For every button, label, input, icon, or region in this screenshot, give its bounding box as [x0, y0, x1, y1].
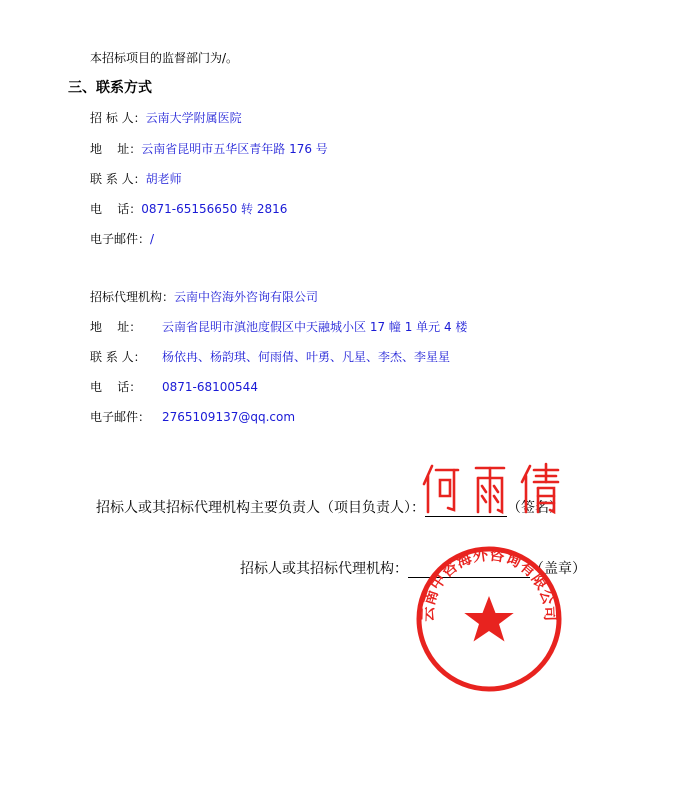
agency-contact-label: 联 系 人： [90, 350, 146, 364]
tenderer-name-value: 云南大学附属医院 [145, 111, 242, 125]
section-title: 三、联系方式 [68, 80, 152, 96]
star-icon [464, 596, 513, 642]
agency-name-label: 招标代理机构： [90, 290, 175, 304]
company-seal-graphic [414, 544, 564, 694]
agency-phone-value: 0871-68100544 [162, 380, 258, 394]
tenderer-address-row [90, 141, 328, 157]
agency-address-label: 地 址： [90, 320, 142, 334]
principal-label: 招标人或其招标代理机构主要负责人（项目负责人）： [96, 500, 425, 516]
agency-email-value: 2765109137@qq.com [162, 410, 296, 424]
tenderer-contact-row [90, 171, 182, 187]
agency-address-row [90, 319, 467, 335]
agency-address-value: 云南省昆明市滇池度假区中天融城小区 17 幢 1 单元 4 楼 [162, 320, 468, 334]
agency-name-value: 云南中咨海外咨询有限公司 [174, 290, 319, 304]
tenderer-email-label: 电子邮件： [90, 232, 151, 246]
agency-contact-value: 杨依冉、杨韵琪、何雨倩、叶勇、凡星、李杰、李星星 [162, 350, 451, 364]
tenderer-contact-value: 胡老师 [145, 172, 182, 186]
tenderer-email-value: / [150, 232, 155, 246]
tenderer-name-label: 招 标 人： [90, 111, 146, 125]
handwritten-signature-graphic [418, 460, 568, 518]
tenderer-address-value: 云南省昆明市五华区青年路 176 号 [141, 142, 328, 156]
tenderer-phone-row [90, 201, 287, 217]
tenderer-contact-label: 联 系 人： [90, 172, 146, 186]
org-label: 招标人或其招标代理机构： [240, 561, 408, 577]
principal-suffix: （签名） [507, 500, 563, 516]
agency-contact-row [90, 349, 450, 365]
supervision-note: 本招标项目的监督部门为/。 [90, 51, 239, 65]
agency-phone-row [90, 379, 258, 395]
tenderer-phone-label: 电 话： [90, 202, 142, 216]
handwritten-signature [418, 460, 568, 518]
tenderer-address-label: 地 址： [90, 142, 142, 156]
tenderer-email-row [90, 231, 154, 247]
company-seal [414, 544, 564, 694]
agency-email-label: 电子邮件： [90, 410, 151, 424]
agency-name-row [90, 289, 318, 305]
org-suffix: （盖章） [530, 561, 586, 577]
agency-email-row [90, 409, 295, 425]
tenderer-name-row [90, 110, 242, 126]
seal-text: 云南中咨海外咨询有限公司 [418, 545, 560, 622]
agency-phone-label: 电 话： [90, 380, 142, 394]
tenderer-phone-value: 0871-65156650 转 2816 [141, 202, 288, 216]
